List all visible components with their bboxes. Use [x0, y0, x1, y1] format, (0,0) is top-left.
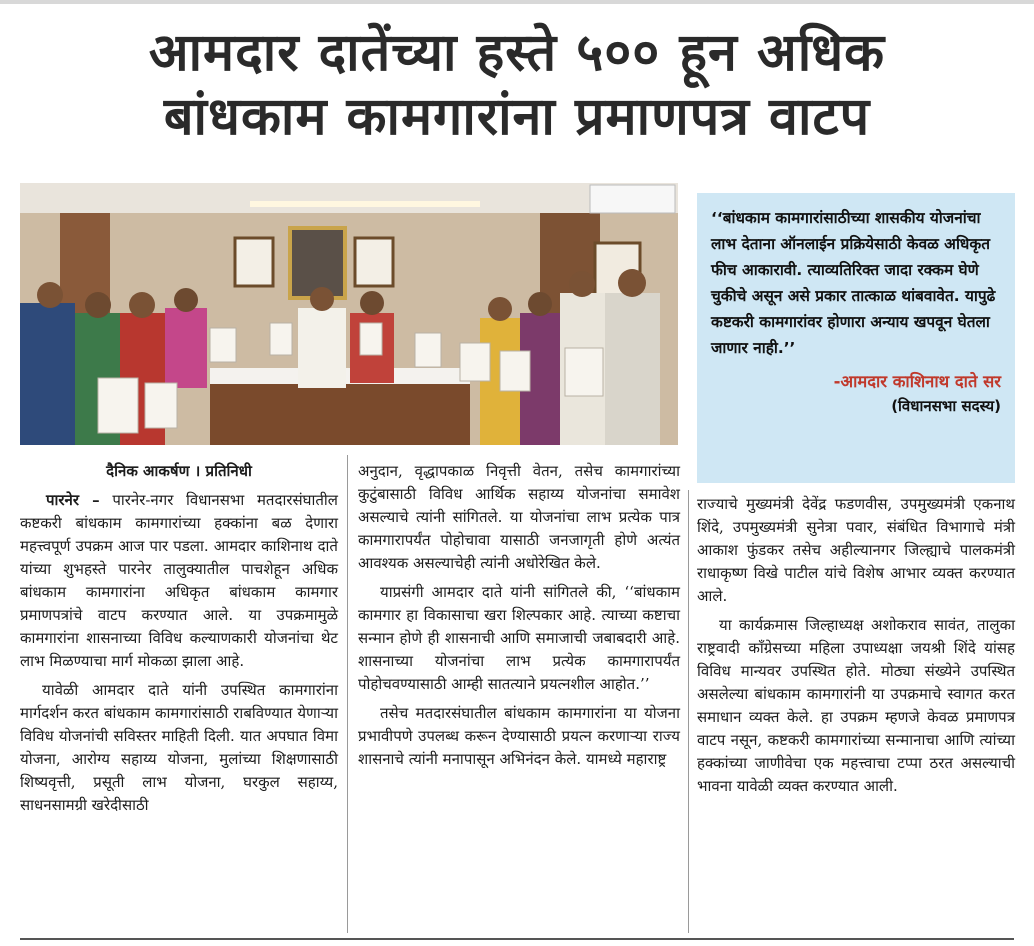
pull-quote-text: ‘‘बांधकाम कामगारांसाठीच्या शासकीय योजनांचा लाभ देताना ऑनलाईन प्रक्रियेसाठी केवळ अधिकृत फीच आकारावी. त्याव्यतिरिक्त जादा रक्कम घेणे चुकीचे असून असे प्रकार तात्काळ थांबवावेत. यापुढे कष्टकरी कामगारांवर होणारा अन्याय खपवून घेतला जाणार नाही.’’	[711, 209, 996, 357]
byline: दैनिक आकर्षण । प्रतिनिधी	[106, 462, 252, 480]
pull-quote-author: -आमदार काशिनाथ दाते सर	[833, 372, 1001, 391]
pull-quote-box	[697, 193, 1015, 483]
article-column-2	[358, 460, 680, 777]
bottom-rule	[20, 938, 1014, 940]
article-paragraph-2: यावेळी आमदार दाते यांनी उपस्थित कामगारांना मार्गदर्शन करत बांधकाम कामगारांसाठी राबविण्यात येणाऱ्या विविध योजनांची सविस्तर माहिती दिली. यात अपघात विमा योजना, आरोग्य सहाय्य योजना, मुलांच्या शिक्षणासाठी शिष्यवृत्ती, प्रसूती लाभ योजना, घरकुल सहाय्य, साधनसामग्री खरेदीसाठी	[20, 681, 338, 814]
column-divider-1	[347, 455, 348, 933]
article-column-3	[697, 493, 1015, 804]
article-column-1	[20, 460, 338, 823]
column-divider-2	[688, 490, 689, 933]
article-paragraph-5: तसेच मतदारसंघातील बांधकाम कामगारांना या योजना प्रभावीपणे उपलब्ध करून देण्यासाठी प्रयत्न करणाऱ्या राज्य शासनाचे त्यांनी मनापासून अभिनंदन केले. यामध्ये महाराष्ट्र	[358, 704, 680, 768]
news-photo	[20, 183, 678, 445]
article-paragraph-1	[20, 489, 338, 673]
article-paragraph-6: राज्याचे मुख्यमंत्री देवेंद्र फडणवीस, उपमुख्यमंत्री एकनाथ शिंदे, उपमुख्यमंत्री सुनेत्रा पवार, संबंधित विभागाचे मंत्री आकाश फुंडकर तसेच अहील्यानगर जिल्ह्याचे पालकमंत्री राधाकृष्ण विखे पाटील यांचे विशेष आभार व्यक्त करण्यात आले.	[697, 495, 1015, 605]
headline-line-2: बांधकाम कामगारांना प्रमाणपत्र वाटप	[163, 87, 871, 147]
article-paragraph-1-text: पारनेर-नगर विधानसभा मतदारसंघातील कष्टकरी बांधकाम कामगारांच्या हक्कांना बळ देणारा महत्त्वपूर्ण उपक्रम आज पार पडला. आमदार काशिनाथ दाते यांच्या शुभहस्ते पारनेर तालुक्यातील पाचशेहून अधिक बांधकाम कामगारांना अधिकृत बांधकाम कामगार प्रमाणपत्रांचे वाटप करण्यात आले. या उपक्रमामुळे कामगारांना शासनाच्या विविध कल्याणकारी योजनांचा थेट लाभ मिळण्याचा मार्ग मोकळा झाला आहे.	[20, 491, 338, 670]
article-paragraph-4: याप्रसंगी आमदार दाते यांनी सांगितले की, ‘‘बांधकाम कामगार हा विकासाचा खरा शिल्पकार आहे. त्याच्या कष्टाचा सन्मान होणे ही शासनाची आणि समाजाची जबाबदारी आहे. शासनाच्या योजनांचा लाभ प्रत्येक कामगारापर्यंत पोहोचवण्यासाठी आम्ही सातत्याने प्रयत्नशील आहोत.’’	[358, 583, 680, 693]
top-rule	[0, 0, 1034, 4]
pull-quote-role: (विधानसभा सदस्य)	[891, 397, 1001, 415]
group-photo-illustration	[20, 183, 678, 445]
article-paragraph-3: अनुदान, वृद्धापकाळ निवृत्ती वेतन, तसेच कामगारांच्या कुटुंबासाठी विविध आर्थिक सहाय्य योजनांचा समावेश असल्याचे त्यांनी सांगितले. या योजनांचा लाभ प्रत्येक पात्र कामगारापर्यंत पोहोचावा यासाठी जनजागृती होणे अत्यंत आवश्यक असल्याचेही त्यांनी अधोरेखित केले.	[358, 462, 680, 572]
dateline-place: पारनेर –	[46, 491, 100, 509]
headline-line-1: आमदार दातेंच्या हस्ते ५०० हून अधिक	[148, 23, 886, 83]
headline	[20, 22, 1014, 150]
article-paragraph-7: या कार्यक्रमास जिल्हाध्यक्ष अशोकराव सावंत, तालुका राष्ट्रवादी काँग्रेसच्या महिला उपाध्यक्षा जयश्री शिंदे यांसह विविध मान्यवर उपस्थित होते. मोठ्या संख्येने उपस्थित असलेल्या बांधकाम कामगारांनी या उपक्रमाचे स्वागत करत समाधान व्यक्त केले. हा उपक्रम म्हणजे केवळ प्रमाणपत्र वाटप नसून, कष्टकरी कामगारांच्या सन्मानाचा आणि त्यांच्या हक्कांच्या जाणीवेचा एक महत्त्वाचा टप्पा ठरत असल्याची भावना यावेळी व्यक्त करण्यात आली.	[697, 616, 1015, 795]
